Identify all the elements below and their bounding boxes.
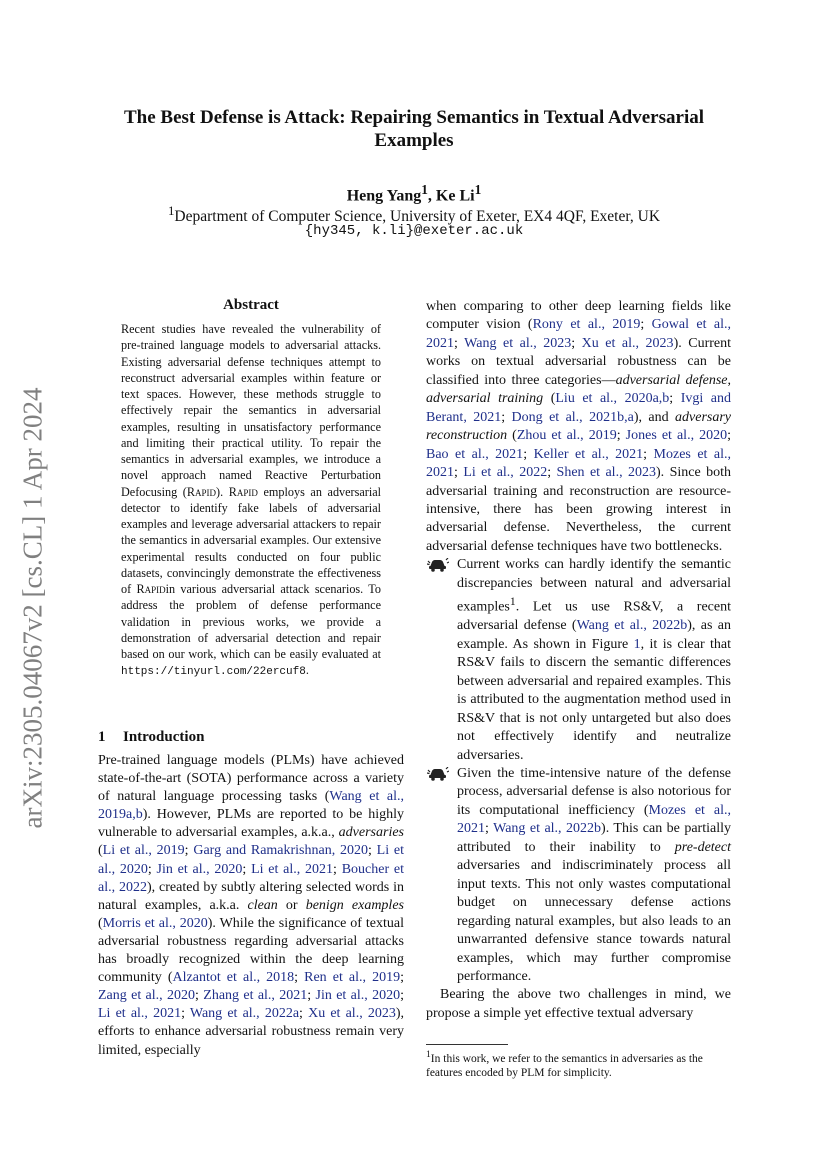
intro-paragraph: Pre-trained language models (PLMs) have achieved state-of-the-art (SOTA) performance across a variety of natural language processing tasks (Wang et al., 2019a,b). However, PLMs are reported to be highly vulnerable to adversarial examples, a.k.a., adversaries (Li et al., 2019; Garg and Ramakrishnan, 2020; Li et al., 2020; Jin et al., 2020; Li et al., 2021; Boucher et al., 2022), created by subtly altering selected words in natural examples, a.k.a. clean or benign examples (Morris et al., 2020). While the significance of textual adversarial robustness regarding adversarial attacks has broadly recognized within the deep learning community (Alzantot et al., 2018; Ren et al., 2019; Zang et al., 2020; Zhang et al., 2021; Jin et al., 2020; Li et al., 2021; Wang et al., 2022a; Xu et al., 2023), efforts to enhance adversarial robustness remain very limited, especially bbox=[98, 753, 405, 1058]
citation-link[interactable]: Li et al., 2022 bbox=[463, 465, 548, 481]
bottleneck-item: Current works can hardly identify the semantic discrepancies between natural and adversarial examples$^1$. Let us use RS&V, a recent adversarial defense (Wang et al., 2022b), as an example. As shown in Figure 1, it is clear that RS&V fails to discern the semantic differences between adversarial and repaired examples. This is attributed to the augmentation method used in RS&V that is not only untargeted but also does not effectively identify and neutralize adversaries. bbox=[426, 556, 731, 765]
citation-link[interactable]: Li et al., 2019 bbox=[102, 843, 185, 859]
footnote: $^1$In this work, we refer to the semantics in adversaries as the features encoded by PLM for simplicity. bbox=[426, 1049, 703, 1080]
citation-link[interactable]: Ivgi and Berant, 2021 bbox=[426, 391, 732, 425]
footnote-mark[interactable]: 1 bbox=[509, 595, 516, 609]
citation-link[interactable]: Wang et al., 2023 bbox=[464, 335, 572, 351]
bottleneck-item: Given the time-intensive nature of the defense process, adversarial defense is also notorious for its computational inefficiency (Mozes et al., 2021; Wang et al., 2022b). This can be partially attributed to their inability to pre-detect adversaries and indiscriminately process all input texts. This not only wastes computational budget on unnecessary defense actions regarding natural examples, but also leads to an unwarranted defensive stance towards natural examples, which may further compromise performance. bbox=[426, 765, 731, 986]
citation-link[interactable]: Xu et al., 2023 bbox=[581, 335, 674, 351]
citation-link[interactable]: Zhang et al., 2021 bbox=[203, 988, 308, 1004]
citation-link[interactable]: Xu et al., 2023 bbox=[308, 1006, 396, 1022]
citation-link[interactable]: Shen et al., 2023 bbox=[556, 465, 656, 481]
citation-link[interactable]: Morris et al., 2020 bbox=[102, 915, 208, 931]
car-crash-icon bbox=[427, 558, 449, 572]
figure-ref-link[interactable]: 1 bbox=[633, 636, 641, 652]
citation-link[interactable]: Mozes et al., 2021 bbox=[457, 802, 732, 837]
authors: Heng Yang$^1$, Ke Li$^1$ bbox=[346, 182, 482, 205]
citation-link[interactable]: Alzantot et al., 2018 bbox=[172, 970, 295, 986]
right-column bbox=[426, 298, 731, 1023]
citation-link[interactable]: Wang et al., 2019a,b bbox=[98, 789, 404, 823]
citation-link[interactable]: Ren et al., 2019 bbox=[304, 970, 401, 986]
citation-link[interactable]: Jin et al., 2020 bbox=[315, 988, 401, 1004]
paper-title: The Best Defense is Attack: Repairing Semantics in Textual Adversarial Examples bbox=[123, 107, 705, 151]
citation-link[interactable]: Keller et al., 2021 bbox=[533, 446, 644, 462]
citation-link[interactable]: Jin et al., 2020 bbox=[156, 861, 243, 877]
citation-link[interactable]: Wang et al., 2022b bbox=[493, 821, 602, 837]
citation-link[interactable]: Bao et al., 2021 bbox=[426, 446, 524, 462]
citation-link[interactable]: Dong et al., 2021b,a bbox=[511, 409, 634, 425]
author-name[interactable]: Heng Yang bbox=[346, 187, 422, 205]
body-paragraph: when comparing to other deep learning fields like computer vision (Rony et al., 2019; Gowal et al., 2021; Wang et al., 2023; Xu et al., 2023). Current works on textual adversarial robustness can be classified into three categories—adversarial defense, adversarial training (Liu et al., 2020a,b; Ivgi and Berant, 2021; Dong et al., 2021b,a), and adversary reconstruction (Zhou et al., 2019; Jones et al., 2020; Bao et al., 2021; Keller et al., 2021; Mozes et al., 2021; Li et al., 2022; Shen et al., 2023). Since both adversarial training and reconstruction are resource-intensive, there has been growing interest in adversarial defense. Nevertheless, the current adversarial defense techniques have two bottlenecks. bbox=[426, 299, 732, 554]
arxiv-side-stamp: arXiv:2305.04067v2 [cs.CL] 1 Apr 2024 bbox=[17, 387, 48, 829]
citation-link[interactable]: Garg and Ramakrishnan, 2020 bbox=[193, 843, 368, 859]
citation-link[interactable]: Liu et al., 2020a,b bbox=[555, 391, 670, 407]
author-affil-mark: 1 bbox=[474, 182, 482, 197]
method-name: Rapid bbox=[186, 484, 217, 499]
method-name: Rapid bbox=[228, 484, 258, 499]
citation-link[interactable]: Li et al., 2020 bbox=[98, 843, 404, 877]
method-name: Rapid bbox=[136, 582, 166, 596]
citation-link[interactable]: Li et al., 2021 bbox=[98, 1006, 182, 1022]
citation-link[interactable]: Wang et al., 2022b bbox=[576, 618, 688, 634]
section-heading-introduction: 1 Introduction bbox=[98, 729, 205, 745]
abstract-body: Recent studies have revealed the vulnerability of pre-trained language models to adversarial attacks. Existing adversarial defense techniques attempt to reconstruct adversarial examples within feature or text spaces. However, these methods struggle to effectively repair the semantics in adversarial examples, resulting in unsatisfactory performance and limiting their practical utility. To repair the semantics in adversarial examples, we introduce a novel approach named Reactive Perturbation Defocusing (Rapid). Rapid employs an adversarial detector to identify fake labels of adversarial examples and leverage adversarial attackers to repair the semantics in adversarial examples. Our extensive experimental results conducted on four public datasets, convincingly demonstrate the effectiveness of Rapidin various adversarial attack scenarios. To address the problem of defense performance validation in previous works, we provide a demonstration of adversarial detection and repair based on our work, which can be easily evaluated at https://tinyurl.com/22ercuf8. bbox=[121, 322, 382, 679]
citation-link[interactable]: Boucher et al., 2022 bbox=[98, 861, 405, 895]
citation-link[interactable]: Zhou et al., 2019 bbox=[516, 428, 617, 444]
author-emails[interactable]: {hy345, k.li}@exeter.ac.uk bbox=[304, 223, 524, 239]
author-affil-mark: 1 bbox=[421, 182, 428, 197]
footnote-rule bbox=[426, 1044, 508, 1045]
body-paragraph: Bearing the above two challenges in mind, we propose a simple yet effective textual adversary bbox=[426, 987, 731, 1021]
citation-link[interactable]: Li et al., 2021 bbox=[251, 861, 334, 877]
author-name[interactable]: Ke Li bbox=[435, 187, 475, 205]
abstract-heading: Abstract bbox=[223, 297, 279, 313]
citation-link[interactable]: Mozes et al., 2021 bbox=[426, 446, 732, 481]
citation-link[interactable]: Gowal et al., 2021 bbox=[426, 317, 732, 351]
car-crash-icon bbox=[427, 767, 449, 781]
demo-url-link[interactable]: https://tinyurl.com/22ercuf8 bbox=[121, 666, 306, 679]
affiliation: $^1$Department of Computer Science, University of Exeter, EX4 4QF, Exeter, UK bbox=[167, 203, 661, 226]
citation-link[interactable]: Zang et al., 2020 bbox=[98, 988, 196, 1004]
citation-link[interactable]: Wang et al., 2022a bbox=[189, 1006, 300, 1022]
citation-link[interactable]: Jones et al., 2020 bbox=[625, 428, 728, 444]
citation-link[interactable]: Rony et al., 2019 bbox=[532, 317, 641, 333]
